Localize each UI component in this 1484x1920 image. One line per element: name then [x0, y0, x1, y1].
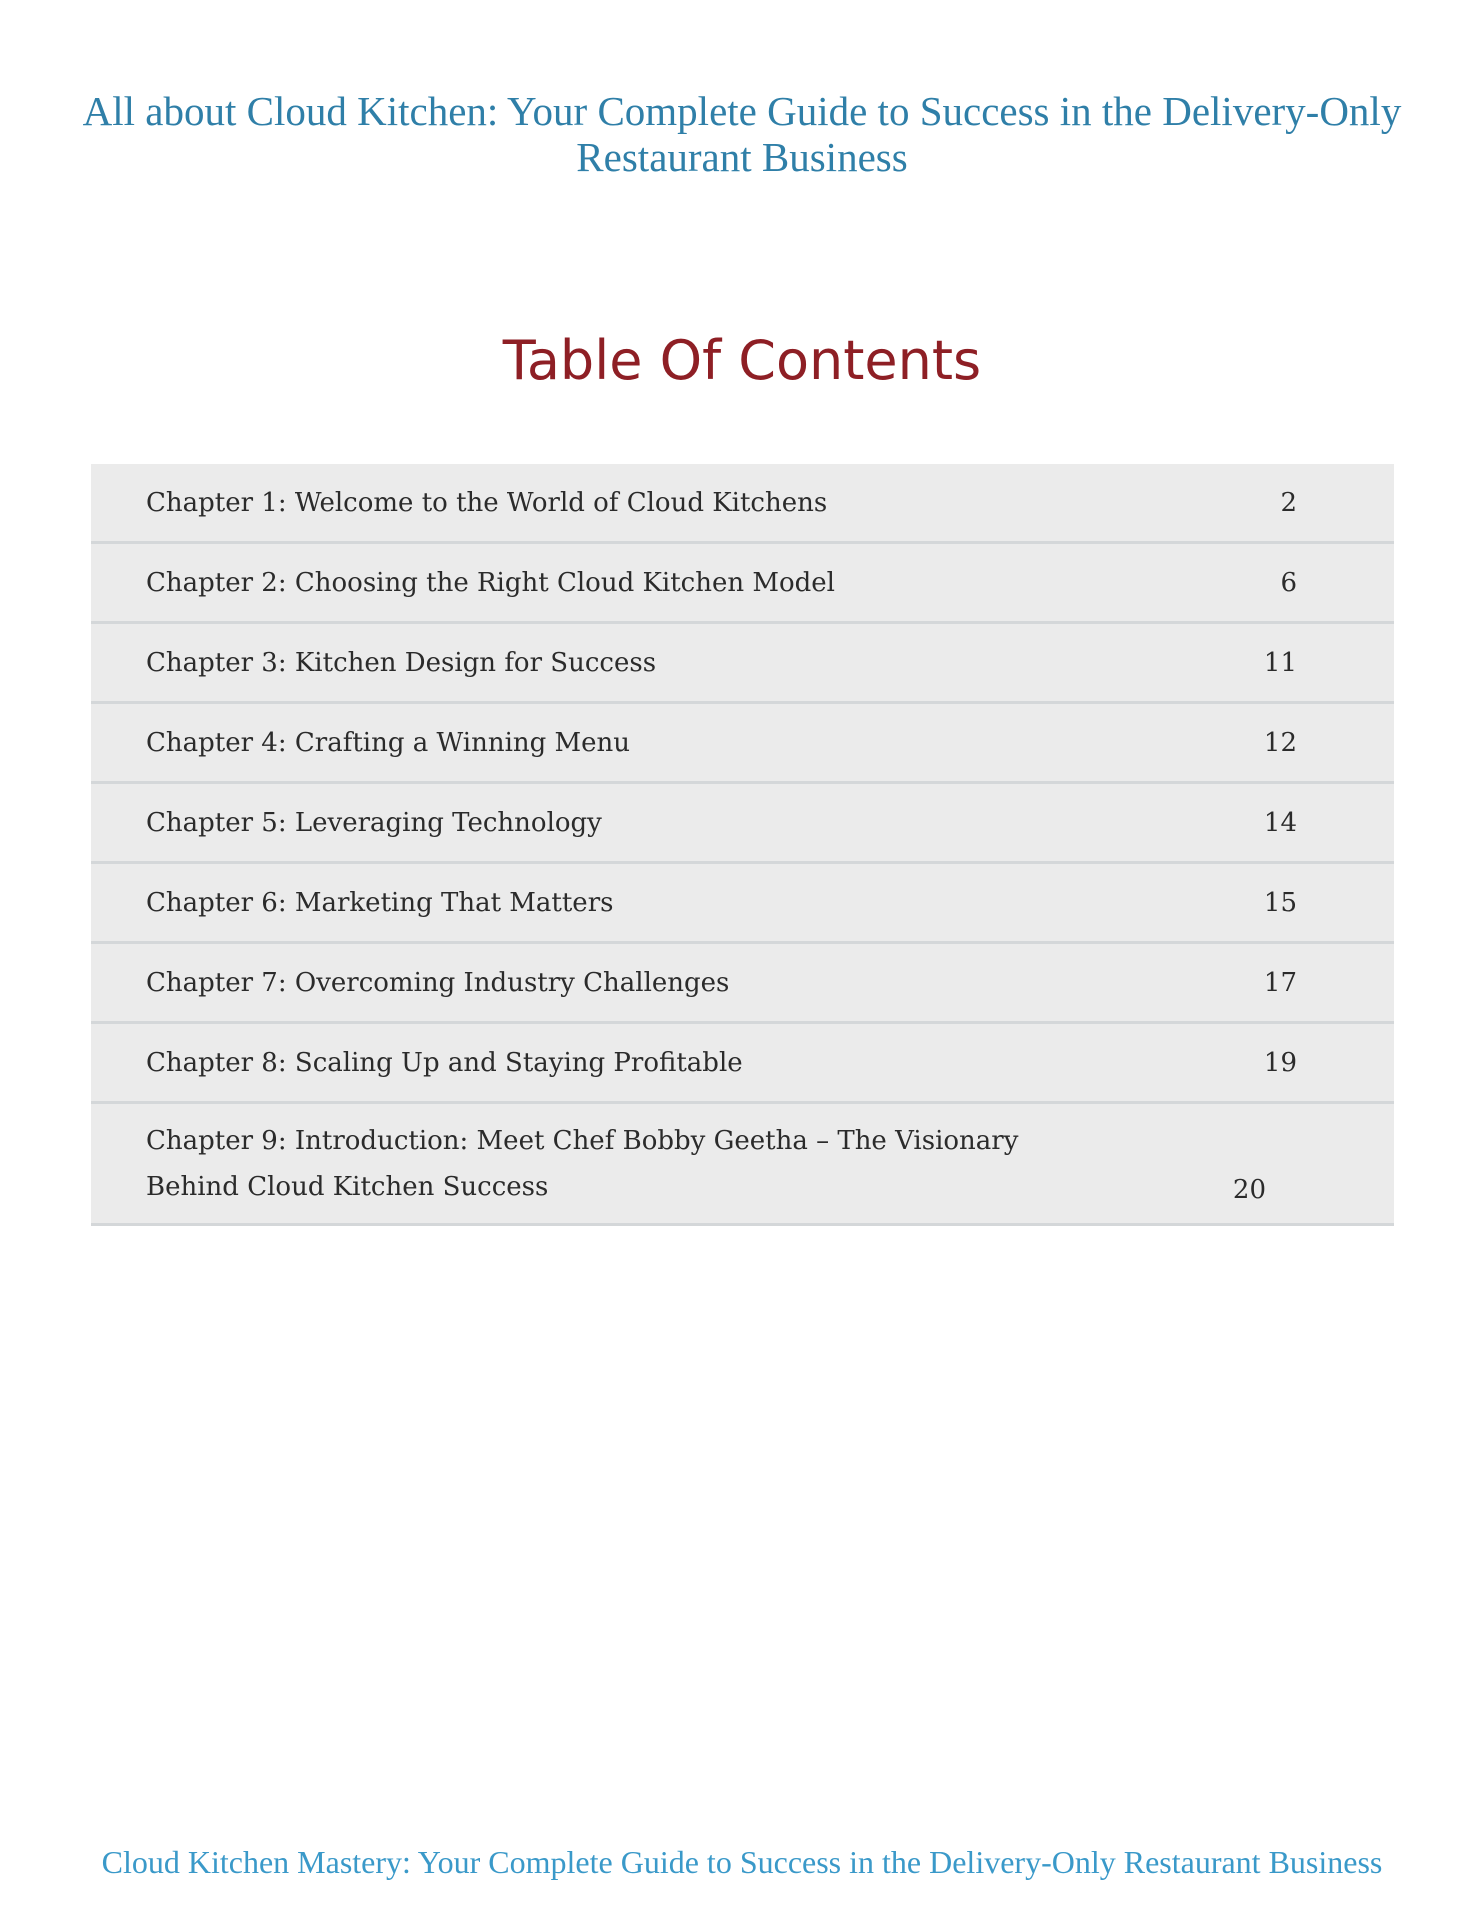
toc-entry-title: Chapter 6: Marketing That Matters: [146, 887, 614, 918]
toc-entry-title: Chapter 7: Overcoming Industry Challenges: [146, 967, 730, 998]
toc-entry[interactable]: [91, 784, 1394, 864]
toc-entry-page: 15: [1263, 887, 1297, 918]
toc-entry[interactable]: [91, 864, 1394, 944]
toc-entry-title: Chapter 9: Introduction: Meet Chef Bobby Geetha – The Visionary Behind Cloud Kitchen Success: [146, 1126, 1019, 1202]
document-title: All about Cloud Kitchen: Your Complete Guide to Success in the Delivery-Only Restaurant Business: [82, 88, 1402, 180]
toc-entry[interactable]: [91, 464, 1394, 544]
page-footer: Cloud Kitchen Mastery: Your Complete Guide to Success in the Delivery-Only Restaurant Business: [101, 1844, 1383, 1880]
toc-entry-title: Chapter 3: Kitchen Design for Success: [146, 647, 657, 678]
toc-entry-page: 20: [1232, 1175, 1266, 1205]
toc-table: [91, 464, 1394, 1226]
toc-entry[interactable]: [91, 1024, 1394, 1104]
toc-entry-page: 12: [1263, 727, 1297, 758]
toc-entry[interactable]: [91, 1104, 1394, 1226]
toc-entry-page: 19: [1263, 1047, 1297, 1078]
toc-entry-title: Chapter 4: Crafting a Winning Menu: [146, 727, 631, 758]
toc-entry-title: Chapter 2: Choosing the Right Cloud Kitchen Model: [146, 567, 835, 598]
toc-entry[interactable]: [91, 544, 1394, 624]
toc-heading: Table Of Contents: [502, 329, 982, 392]
toc-entry[interactable]: [91, 704, 1394, 784]
toc-entry[interactable]: [91, 624, 1394, 704]
toc-entry-page: 11: [1263, 647, 1297, 678]
toc-entry-title: Chapter 5: Leveraging Technology: [146, 807, 602, 838]
toc-entry-page: 2: [1280, 487, 1297, 518]
toc-entry-page: 6: [1280, 567, 1297, 598]
toc-entry-page: 14: [1263, 807, 1297, 838]
toc-entry-page: 17: [1263, 967, 1297, 998]
toc-entry-title: Chapter 1: Welcome to the World of Cloud Kitchens: [146, 487, 828, 518]
toc-entry[interactable]: [91, 944, 1394, 1024]
toc-entry-title: Chapter 8: Scaling Up and Staying Profitable: [146, 1047, 743, 1078]
